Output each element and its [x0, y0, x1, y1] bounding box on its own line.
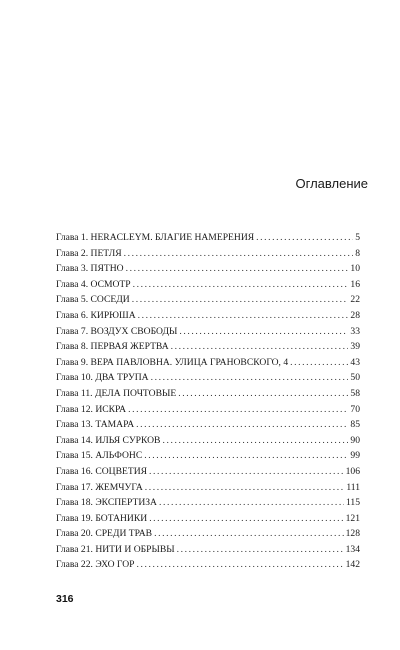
toc-entry [56, 246, 360, 262]
toc-entry [56, 480, 360, 496]
toc-entry-page: 58 [350, 387, 360, 399]
toc-entry-page: 90 [350, 434, 360, 446]
toc-leader-dots [178, 386, 348, 402]
toc-entry-page: 99 [350, 450, 360, 462]
toc-entry-page: 33 [350, 325, 360, 337]
toc-leader-dots [136, 417, 348, 433]
toc-entry-label: Глава 14. ИЛЬЯ СУРКОВ [56, 434, 161, 446]
toc-leader-dots [124, 246, 354, 262]
toc-entry-page: 22 [350, 294, 360, 306]
toc-entry-page: 50 [350, 372, 360, 384]
toc-title: Оглавление [295, 176, 368, 191]
toc-leader-dots [159, 495, 344, 511]
toc-entry-label: Глава 17. ЖЕМЧУГА [56, 481, 143, 493]
toc-entry-page: 10 [350, 263, 360, 275]
toc-entry [56, 526, 360, 542]
toc-entry [56, 386, 360, 402]
toc-leader-dots [133, 277, 349, 293]
toc-entry [56, 261, 360, 277]
toc-entry-page: 111 [346, 481, 360, 493]
toc-leader-dots [177, 542, 344, 558]
toc-leader-dots [145, 480, 345, 496]
toc-entry-label: Глава 8. ПЕРВАЯ ЖЕРТВА [56, 341, 169, 353]
toc-leader-dots [138, 308, 349, 324]
toc-entry-label: Глава 7. ВОЗДУХ СВОБОДЫ [56, 325, 178, 337]
toc-entry [56, 448, 360, 464]
toc-entry-label: Глава 12. ИСКРА [56, 403, 127, 415]
toc-entry-label: Глава 19. БОТАНИКИ [56, 512, 148, 524]
toc-entry [56, 417, 360, 433]
toc-entry-label: Глава 13. ТАМАРА [56, 419, 135, 431]
toc-leader-dots [149, 464, 344, 480]
toc-entry [56, 464, 360, 480]
toc-leader-dots [132, 292, 349, 308]
toc-leader-dots [149, 511, 343, 527]
toc-entry-page: 70 [350, 403, 360, 415]
toc-entry-label: Глава 21. НИТИ И ОБРЫВЫ [56, 543, 175, 555]
toc-entry [56, 292, 360, 308]
toc-leader-dots [256, 230, 353, 246]
toc-entry-page: 5 [355, 232, 360, 243]
toc-entry-label: Глава 3. ПЯТНО [56, 263, 124, 275]
toc-entry [56, 324, 360, 340]
toc-entry-page: 115 [345, 497, 360, 509]
toc-entry-page: 16 [350, 278, 360, 290]
toc-entry-label: Глава 5. СОСЕДИ [56, 294, 130, 306]
toc-entry-label: Глава 4. ОСМОТР [56, 278, 131, 290]
toc-entry [56, 557, 360, 573]
toc-entry-label: Глава 10. ДВА ТРУПА [56, 372, 149, 384]
toc-entry [56, 355, 360, 371]
toc-entry-label: Глава 6. КИРЮША [56, 309, 136, 321]
toc-entry-label: Глава 16. СОЦВЕТИЯ [56, 465, 148, 477]
page-number: 316 [56, 593, 74, 605]
toc-entry-label: Глава 20. СРЕДИ ТРАВ [56, 528, 153, 540]
toc-leader-dots [126, 261, 349, 277]
toc-leader-dots [151, 370, 349, 386]
toc-entry [56, 230, 360, 246]
toc-entry-page: 43 [350, 356, 360, 368]
toc-entry [56, 511, 360, 527]
toc-leader-dots [144, 448, 348, 464]
toc-entry-page: 85 [350, 419, 360, 431]
toc-entry [56, 542, 360, 558]
toc-entry-label: Глава 9. ВЕРА ПАВЛОВНА. УЛИЦА ГРАНОВСКОГО, 4 [56, 356, 289, 368]
toc-entry-page: 8 [355, 247, 360, 259]
toc-leader-dots [171, 339, 349, 355]
toc-entry-label: Глава 15. АЛЬФОНС [56, 450, 143, 462]
toc-entry [56, 277, 360, 293]
toc-list [56, 230, 360, 573]
toc-entry-page: 121 [345, 512, 360, 524]
toc-entry-page: 106 [345, 465, 360, 477]
toc-leader-dots [290, 355, 348, 371]
toc-entry-label: Глава 22. ЭХО ГОР [56, 559, 135, 571]
toc-leader-dots [154, 526, 344, 542]
toc-entry-label: Глава 1. HERACLEYM. БЛАГИЕ НАМЕРЕНИЯ [56, 232, 255, 243]
toc-entry [56, 339, 360, 355]
toc-leader-dots [179, 324, 348, 340]
toc-entry-page: 142 [345, 559, 360, 571]
toc-entry [56, 433, 360, 449]
toc-entry-page: 28 [350, 309, 360, 321]
toc-entry-label: Глава 2. ПЕТЛЯ [56, 247, 122, 259]
toc-entry-page: 134 [345, 543, 360, 555]
toc-entry [56, 308, 360, 324]
toc-entry-page: 128 [345, 528, 360, 540]
toc-entry-page: 39 [350, 341, 360, 353]
toc-entry [56, 495, 360, 511]
toc-entry [56, 402, 360, 418]
toc-entry [56, 370, 360, 386]
toc-leader-dots [137, 557, 344, 573]
toc-leader-dots [128, 402, 348, 418]
toc-entry-label: Глава 11. ДЕЛА ПОЧТОВЫЕ [56, 387, 177, 399]
toc-entry-label: Глава 18. ЭКСПЕРТИЗА [56, 497, 157, 509]
toc-leader-dots [162, 433, 348, 449]
